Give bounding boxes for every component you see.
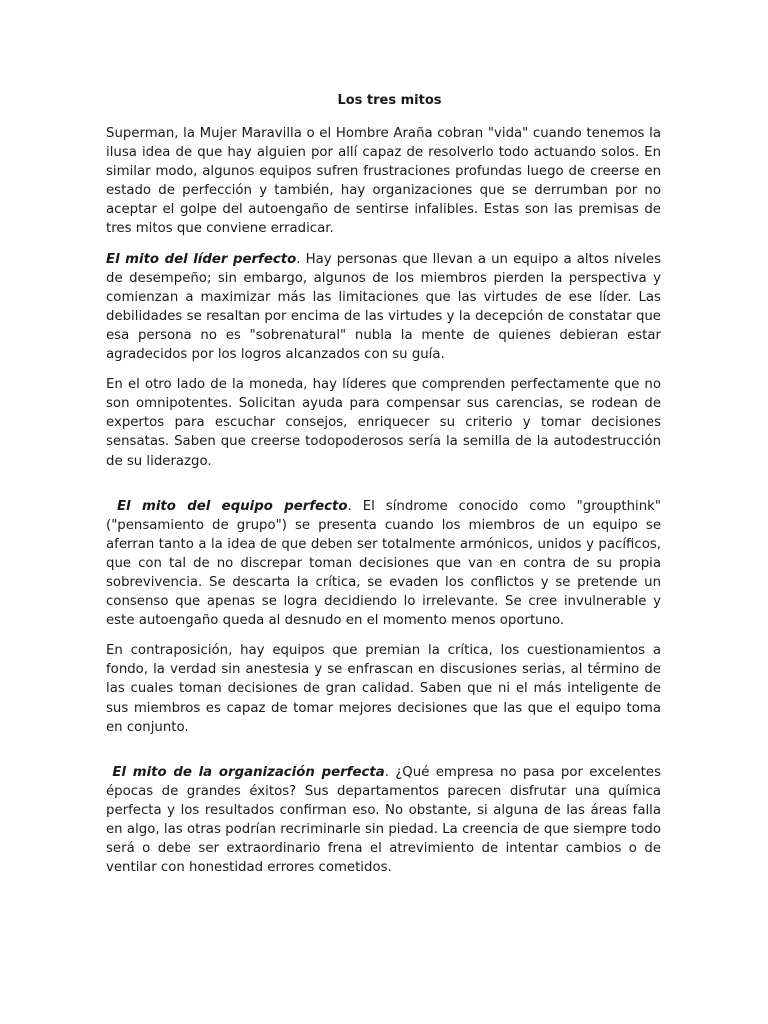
section-heading-organization: El mito de la organización perfecta xyxy=(112,764,385,780)
section-paragraph-leader xyxy=(106,250,661,365)
section-text-team: . El síndrome conocido como "groupthink" ("pensamiento de grupo") se presenta cuando los miembros de un equipo se aferran tanto a la idea de que deben ser totalmente armónicos, unidos y pacíficos, que con tal de no discrepar toman decisiones que van en contra de su propia sobrevivencia. Se descarta la crítica, se evaden los conflictos y se pretende un consenso que apenas se logra decidiendo lo irrelevante. Se cree invulnerable y este autoengaño queda al desnudo en el momento menos oportuno. xyxy=(106,498,661,629)
section-followup-team: En contraposición, hay equipos que premian la crítica, los cuestionamientos a fondo, la verdad sin anestesia y se enfrascan en discusiones serias, al término de las cuales toman decisiones de gran calidad. Saben que ni el más inteligente de sus miembros es capaz de tomar mejores decisiones que las que el equipo toma en conjunto. xyxy=(106,643,661,735)
spacer xyxy=(106,471,661,497)
intro-paragraph: Superman, la Mujer Maravilla o el Hombre Araña cobran "vida" cuando tenemos la ilusa idea de que hay alguien por allí capaz de resolverlo todo actuando solos. En similar modo, algunos equipos sufren frustraciones profundas luego de creerse en estado de perfección y también, hay organizaciones que se derrumban por no aceptar el golpe del autoengaño de sentirse infalibles. Estas son las premisas de tres mitos que conviene erradicar. xyxy=(106,126,661,237)
spacer xyxy=(106,364,661,375)
section-heading-team: El mito del equipo perfecto xyxy=(116,498,348,514)
document-page xyxy=(106,92,661,877)
spacer xyxy=(106,630,661,641)
section-paragraph-organization xyxy=(106,763,661,878)
section-heading-leader: El mito del líder perfecto xyxy=(106,251,297,267)
section-followup-leader: En el otro lado de la moneda, hay líderes que comprenden perfectamente que no son omnipotentes. Solicitan ayuda para compensar sus carencias, se rodean de expertos para escuchar consejos, enriquecer su criterio y tomar decisiones sensatas. Saben que creerse todopoderosos sería la semilla de la autodestrucción de su liderazgo. xyxy=(106,377,661,469)
document-title: Los tres mitos xyxy=(337,93,442,108)
section-text-leader: . Hay personas que llevan a un equipo a altos niveles de desempeño; sin embargo, algunos de los miembros pierden la perspectiva y comienzan a maximizar más las limitaciones que las virtudes de ese líder. Las debilidades se resaltan por encima de las virtudes y la decepción de constatar que esa persona no es "sobrenatural" nubla la mente de quienes debieran estar agradecidos por los logros alcanzados con su guía. xyxy=(106,251,661,363)
section-text-organization: . ¿Qué empresa no pasa por excelentes épocas de grandes éxitos? Sus departamentos parecen disfrutar una química perfecta y los resultados confirman eso. No obstante, si alguna de las áreas falla en algo, las otras podrían recriminarle sin piedad. La creencia de que siempre todo será o debe ser extraordinario frena el atrevimiento de intentar cambios o de ventilar con honestidad errores cometidos. xyxy=(106,764,661,876)
spacer xyxy=(106,737,661,763)
section-paragraph-team xyxy=(106,497,661,631)
spacer xyxy=(106,239,661,250)
